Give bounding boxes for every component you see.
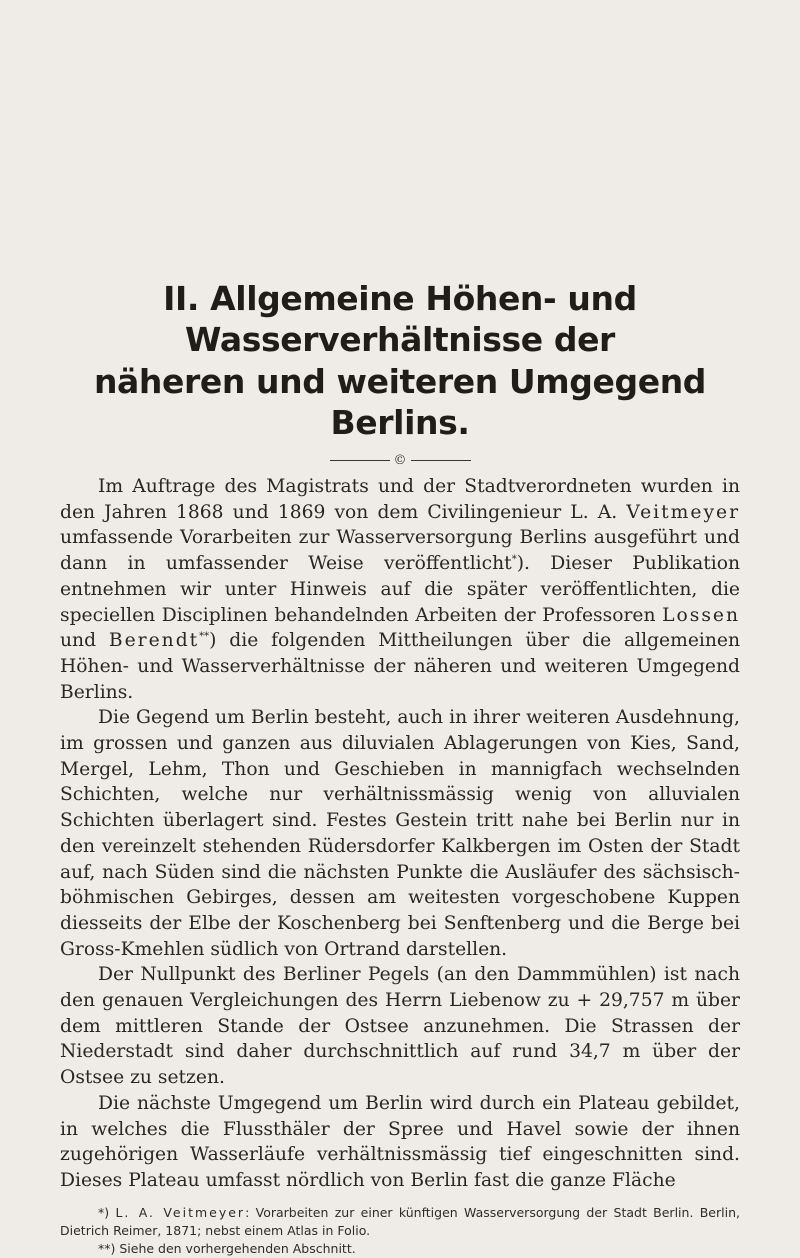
paragraph-3: Der Nullpunkt des Berliner Pegels (an den Dammmühlen) ist nach den genauen Vergleichungen des Herrn Liebenow zu + 29,757 m über dem mittleren Stande der Ostsee anzunehmen. Die Strassen der Niederstadt sind daher durchschnittlich auf rund 34,7 m über der Ostsee zu setzen. <box>60 964 740 1089</box>
author-name-lossen: Lossen <box>662 604 740 626</box>
paragraph-1: Im Auftrage des Magistrats und der Stadtverordneten wurden in den Jahren 1868 und 1869 von dem Civilingenieur L. A. Veitmeyer umfassende Vorarbeiten zur Wasserversorgung Berlins ausgeführt und dann in umfassender Weise veröffentlicht*). Dieser Publikation entnehmen wir unter Hinweis auf die später veröffentlichten, die speciellen Disciplinen behandelnden Arbeiten der Professoren Lossen und Berendt**) die folgenden Mittheilungen über die allgemeinen Höhen- und Wasserverhältnisse der näheren und weiteren Umgegend Berlins. <box>60 476 740 703</box>
footnote-1: *) L. A. Veitmeyer: Vorarbeiten zur einer künftigen Wasserversorgung der Stadt Berlin. Berlin, Dietrich Reimer, 1871; nebst einem Atlas in Folio. <box>60 1204 740 1238</box>
ornament-rule-left <box>330 460 390 461</box>
author-name-berendt: Berendt <box>108 630 200 652</box>
paragraph-4: Die nächste Umgegend um Berlin wird durch ein Plateau gebildet, in welches die Flussthäler der Spree und Havel sowie der ihnen zugehörigen Wasserläufe verhältnissmässig tief eingeschnitten sind. Dieses Plateau umfasst nördlich von Berlin fast die ganze Fläche <box>60 1092 740 1191</box>
section-heading <box>60 278 740 443</box>
heading-line-1: II. Allgemeine Höhen- und Wasserverhältnisse der <box>163 279 637 360</box>
footnote-author: L. A. Veitmeyer <box>115 1204 246 1220</box>
footnotes <box>60 1204 740 1258</box>
paragraph-2: Die Gegend um Berlin besteht, auch in ihrer weiteren Ausdehnung, im grossen und ganzen aus diluvialen Ablagerungen von Kies, Sand, Mergel, Lehm, Thon und Geschieben in mannigfach wechselnden Schichten, welche nur verhältnissmässig wenig von alluvialen Schichten überlagert sind. Festes Gestein tritt nahe bei Berlin nur in den vereinzelt stehenden Rüdersdorfer Kalkbergen im Osten der Stadt auf, nach Süden sind die nächsten Punkte die Ausläufer des sächsisch-böhmischen Gebirges, dessen am weitesten vorgeschobene Kuppen diesseits der Elbe der Koschenberg bei Senftenberg und die Berge bei Gross-Kmehlen südlich von Ortrand darstellen. <box>60 707 740 960</box>
ornament-rule-right <box>411 460 471 461</box>
footnote-ref-1: * <box>511 553 517 565</box>
ornament-glyph: © <box>393 453 407 468</box>
author-name-veitmeyer: Veitmeyer <box>626 501 740 523</box>
footnote-2: **) Siehe den vorhergehenden Abschnitt. <box>98 1240 356 1256</box>
heading-line-2: näheren und weiteren Umgegend Berlins. <box>93 361 707 442</box>
footnote-ref-2: ** <box>199 630 210 642</box>
heading-ornament <box>60 453 740 468</box>
